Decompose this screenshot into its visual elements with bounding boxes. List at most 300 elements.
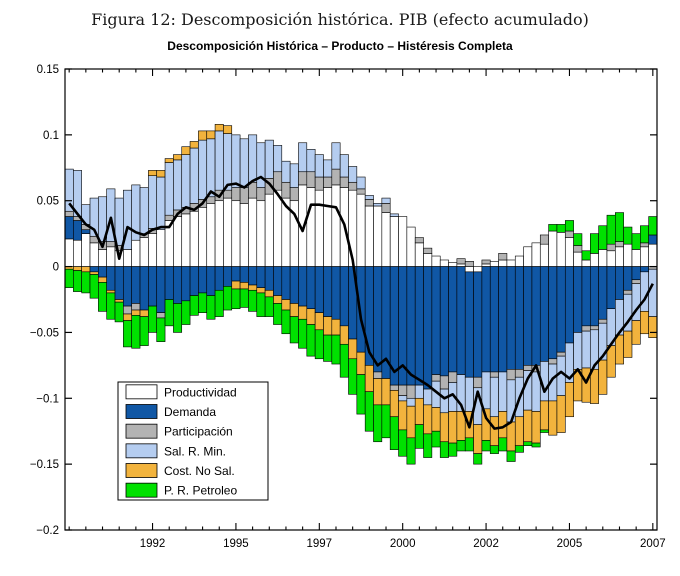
bar-segment-p-r-petroleo [232, 289, 240, 309]
bar-segment-productividad [257, 201, 265, 267]
bar-segment-demanda [599, 267, 607, 320]
bar-segment-cost-no-sal [273, 296, 281, 304]
bar-segment-sal-r-min [390, 214, 398, 217]
bar-segment-p-r-petroleo [223, 286, 231, 310]
bar-segment-p-r-petroleo [165, 300, 173, 326]
bar-segment-demanda [223, 267, 231, 287]
bar-segment-productividad [248, 198, 256, 266]
bar-segment-sal-r-min [499, 372, 507, 412]
bar-segment-demanda [198, 267, 206, 293]
bar-segment-productividad [65, 239, 73, 267]
bar-segment-productividad [374, 206, 382, 267]
x-tick-label: 1997 [306, 538, 333, 550]
bar-segment-sal-r-min [207, 139, 215, 197]
bar-segment-demanda [615, 267, 623, 300]
bar-segment-sal-r-min [165, 163, 173, 216]
bar-segment-sal-r-min [148, 176, 156, 229]
bar-segment-demanda [248, 267, 256, 285]
bar-segment-productividad [265, 194, 273, 266]
bar-segment-cost-no-sal [649, 317, 657, 338]
y-tick-label: −0.2 [36, 525, 59, 537]
bar-segment-p-r-petroleo [399, 430, 407, 456]
bar-segment-demanda [499, 267, 507, 372]
y-tick-label: −0.1 [36, 393, 59, 406]
bar-segment-cost-no-sal [532, 411, 540, 443]
bar-segment-demanda [107, 267, 115, 291]
bar-segment-participaci-n [632, 280, 640, 284]
bar-segment-p-r-petroleo [173, 303, 181, 332]
bar-segment-participaci-n [565, 231, 573, 238]
bar-segment-cost-no-sal [640, 311, 648, 333]
bar-segment-participaci-n [449, 372, 457, 383]
bar-segment-p-r-petroleo [90, 274, 98, 298]
bar-segment-p-r-petroleo [615, 213, 623, 242]
bar-segment-cost-no-sal [382, 379, 390, 405]
bar-segment-p-r-petroleo [590, 234, 598, 254]
bar-segment-p-r-petroleo [65, 269, 73, 287]
bar-segment-productividad [632, 249, 640, 266]
bar-segment-p-r-petroleo [407, 438, 415, 464]
bar-segment-cost-no-sal [424, 405, 432, 434]
bar-segment-cost-no-sal [223, 126, 231, 134]
bar-segment-p-r-petroleo [282, 310, 290, 334]
bar-segment-productividad [123, 249, 131, 266]
bar-segment-productividad [432, 256, 440, 267]
bar-segment-p-r-petroleo [632, 234, 640, 250]
bar-segment-cost-no-sal [415, 398, 423, 424]
bar-segment-productividad [624, 244, 632, 266]
bar-segment-sal-r-min [382, 198, 390, 203]
bar-segment-demanda [273, 267, 281, 296]
bar-segment-productividad [649, 244, 657, 266]
bar-segment-productividad [273, 190, 281, 266]
bar-segment-cost-no-sal [365, 365, 373, 391]
bar-segment-demanda [332, 267, 340, 320]
bar-segment-productividad [607, 251, 615, 267]
bar-segment-productividad [98, 249, 106, 266]
bar-segment-demanda [357, 267, 365, 353]
bar-segment-cost-no-sal [98, 277, 106, 282]
bar-segment-p-r-petroleo [215, 290, 223, 316]
legend-label-3: Participación [164, 424, 233, 439]
bar-segment-participaci-n [282, 182, 290, 198]
bar-segment-p-r-petroleo [207, 296, 215, 320]
bar-segment-sal-r-min [298, 143, 306, 172]
bar-segment-productividad [307, 188, 315, 267]
bar-segment-sal-r-min [440, 389, 448, 413]
x-tick-label: 2007 [640, 538, 666, 550]
bar-segment-participaci-n [574, 245, 582, 252]
bar-segment-cost-no-sal [190, 141, 198, 148]
bar-segment-demanda [215, 267, 223, 291]
bar-segment-participaci-n [424, 248, 432, 253]
bar-segment-participaci-n [607, 244, 615, 251]
bar-segment-p-r-petroleo [499, 438, 507, 451]
bar-segment-participaci-n [399, 385, 407, 396]
bar-segment-participaci-n [65, 211, 73, 216]
bar-segment-participaci-n [415, 238, 423, 243]
bar-segment-p-r-petroleo [515, 446, 523, 453]
bar-segment-cost-no-sal [482, 409, 490, 441]
bar-segment-p-r-petroleo [374, 405, 382, 442]
bar-segment-demanda [590, 267, 598, 326]
bar-segment-participaci-n [332, 169, 340, 185]
x-tick-label: 1995 [223, 538, 249, 550]
bar-segment-productividad [357, 194, 365, 266]
bar-segment-p-r-petroleo [73, 271, 81, 292]
bar-segment-productividad [449, 263, 457, 267]
bar-segment-demanda [524, 267, 532, 366]
bar-segment-productividad [474, 267, 482, 272]
bar-segment-cost-no-sal [507, 422, 515, 451]
bar-segment-productividad [615, 247, 623, 267]
bar-segment-demanda [148, 267, 156, 307]
bar-segment-demanda [182, 267, 190, 301]
bar-segment-p-r-petroleo [115, 302, 123, 322]
bar-segment-demanda [465, 272, 473, 377]
bar-segment-cost-no-sal [107, 290, 115, 293]
bar-segment-sal-r-min [232, 135, 240, 188]
bar-segment-demanda [565, 267, 573, 343]
bar-segment-p-r-petroleo [574, 234, 582, 246]
bar-segment-productividad [499, 260, 507, 267]
bar-segment-participaci-n [382, 203, 390, 212]
bar-segment-cost-no-sal [215, 124, 223, 131]
bar-segment-participaci-n [524, 365, 532, 370]
bar-segment-participaci-n [432, 375, 440, 382]
bar-segment-p-r-petroleo [98, 282, 106, 311]
bar-segment-cost-no-sal [290, 303, 298, 316]
bar-segment-demanda [540, 267, 548, 362]
bar-segment-sal-r-min [374, 203, 382, 206]
bar-segment-cost-no-sal [115, 300, 123, 303]
bar-segment-productividad [424, 253, 432, 266]
bar-segment-sal-r-min [323, 160, 331, 177]
bar-segment-participaci-n [582, 326, 590, 331]
bar-segment-productividad [440, 260, 448, 267]
bar-segment-participaci-n [290, 188, 298, 201]
bar-segment-p-r-petroleo [240, 289, 248, 307]
y-tick-label: −0.05 [29, 327, 59, 340]
bar-segment-sal-r-min [307, 149, 315, 171]
x-tick-label: 2002 [473, 538, 499, 550]
bar-segment-productividad [315, 190, 323, 266]
bar-segment-sal-r-min [574, 332, 582, 369]
bar-segment-demanda [582, 267, 590, 326]
y-tick-label: 0.05 [36, 195, 59, 208]
bar-segment-sal-r-min [490, 377, 498, 417]
bar-segment-participaci-n [549, 359, 557, 364]
bar-segment-p-r-petroleo [290, 317, 298, 343]
bar-segment-cost-no-sal [282, 300, 290, 311]
bar-segment-demanda [165, 267, 173, 300]
bar-segment-sal-r-min [240, 139, 248, 188]
bar-segment-participaci-n [123, 306, 131, 314]
bar-segment-cost-no-sal [399, 401, 407, 430]
bar-segment-participaci-n [499, 253, 507, 260]
bar-segment-demanda [265, 267, 273, 291]
bar-segment-p-r-petroleo [107, 293, 115, 319]
bar-segment-participaci-n [482, 260, 490, 264]
bar-segment-p-r-petroleo [140, 317, 148, 346]
bar-segment-participaci-n [465, 261, 473, 266]
bar-segment-cost-no-sal [624, 331, 632, 357]
bar-segment-cost-no-sal [198, 131, 206, 140]
bar-segment-demanda [315, 267, 323, 313]
bar-segment-cost-no-sal [549, 401, 557, 435]
bar-segment-productividad [182, 214, 190, 267]
bar-segment-p-r-petroleo [123, 321, 131, 347]
bar-segment-p-r-petroleo [332, 335, 340, 364]
bar-segment-p-r-petroleo [557, 224, 565, 232]
bar-segment-cost-no-sal [340, 326, 348, 344]
bar-segment-participaci-n [240, 188, 248, 204]
bar-segment-demanda [424, 267, 432, 389]
bar-segment-demanda [82, 230, 90, 234]
bar-segment-cost-no-sal [407, 406, 415, 438]
bar-segment-p-r-petroleo [582, 251, 590, 260]
bar-segment-productividad [557, 232, 565, 266]
bar-segment-p-r-petroleo [132, 315, 140, 348]
bar-segment-cost-no-sal [132, 310, 140, 315]
bar-segment-demanda [157, 267, 165, 313]
bar-segment-productividad [198, 207, 206, 266]
y-tick-label: 0 [52, 261, 59, 274]
bar-segment-demanda [90, 267, 98, 272]
bar-segment-participaci-n [315, 177, 323, 190]
bar-segment-participaci-n [232, 188, 240, 201]
bar-segment-demanda [415, 267, 423, 386]
bar-segment-cost-no-sal [240, 282, 248, 289]
bar-segment-cost-no-sal [148, 170, 156, 175]
bar-segment-productividad [457, 264, 465, 267]
bar-segment-productividad [232, 201, 240, 267]
bar-segment-sal-r-min [198, 140, 206, 199]
bar-segment-participaci-n [590, 326, 598, 330]
bar-segment-cost-no-sal [140, 310, 148, 317]
bar-segment-sal-r-min [140, 188, 148, 234]
bar-segment-demanda [323, 267, 331, 317]
bar-segment-p-r-petroleo [248, 290, 256, 311]
bar-segment-cost-no-sal [73, 267, 81, 271]
bar-segment-p-r-petroleo [390, 417, 398, 450]
legend-swatch-3 [126, 424, 157, 438]
bar-segment-participaci-n [365, 199, 373, 206]
bar-segment-demanda [173, 267, 181, 304]
bar-segment-productividad [173, 217, 181, 267]
bar-segment-cost-no-sal [323, 317, 331, 335]
bar-segment-productividad [132, 240, 140, 266]
bar-segment-demanda [607, 267, 615, 309]
bar-segment-demanda [407, 267, 415, 386]
bar-segment-p-r-petroleo [157, 318, 165, 342]
bar-segment-cost-no-sal [374, 379, 382, 405]
bar-segment-sal-r-min [348, 166, 356, 182]
bar-segment-sal-r-min [248, 135, 256, 182]
bar-segment-p-r-petroleo [474, 454, 482, 465]
bar-segment-cost-no-sal [248, 285, 256, 290]
bar-segment-cost-no-sal [557, 396, 565, 433]
bar-segment-p-r-petroleo [82, 272, 90, 293]
bar-segment-p-r-petroleo [490, 446, 498, 454]
bar-segment-participaci-n [132, 303, 140, 310]
bar-segment-cost-no-sal [182, 147, 190, 155]
bar-segment-participaci-n [165, 215, 173, 220]
bar-segment-sal-r-min [273, 145, 281, 171]
bar-segment-cost-no-sal [599, 360, 607, 394]
bar-segment-productividad [390, 217, 398, 267]
bar-segment-sal-r-min [332, 143, 340, 169]
bar-segment-participaci-n [640, 243, 648, 247]
bar-segment-p-r-petroleo [340, 344, 348, 377]
bar-segment-cost-no-sal [123, 314, 131, 321]
bar-segment-participaci-n [348, 182, 356, 190]
bar-segment-cost-no-sal [449, 411, 457, 443]
bar-segment-demanda [298, 267, 306, 307]
bar-segment-cost-no-sal [490, 417, 498, 446]
bar-segment-demanda [115, 267, 123, 300]
bar-segment-p-r-petroleo [549, 224, 557, 231]
bar-segment-cost-no-sal [432, 408, 440, 432]
legend-box [118, 382, 268, 500]
bar-segment-sal-r-min [157, 177, 165, 230]
bar-segment-sal-r-min [340, 155, 348, 177]
bar-segment-productividad [215, 201, 223, 267]
bar-segment-productividad [407, 227, 415, 267]
bar-segment-p-r-petroleo [640, 226, 648, 243]
bar-segment-cost-no-sal [173, 155, 181, 160]
bar-segment-productividad [590, 253, 598, 266]
bar-segment-participaci-n [457, 259, 465, 264]
bar-segment-participaci-n [507, 369, 515, 380]
bar-segment-productividad [332, 185, 340, 267]
bar-segment-participaci-n [515, 369, 523, 377]
bar-segment-participaci-n [390, 385, 398, 390]
bar-segment-demanda [232, 267, 240, 281]
bar-segment-p-r-petroleo [348, 359, 356, 395]
bar-segment-p-r-petroleo [257, 293, 265, 317]
bar-segment-p-r-petroleo [624, 227, 632, 244]
bar-segment-sal-r-min [424, 389, 432, 405]
bar-segment-productividad [640, 247, 648, 267]
bar-segment-productividad [157, 230, 165, 267]
bar-segment-productividad [565, 238, 573, 267]
x-tick-label: 2000 [389, 538, 416, 550]
bar-segment-productividad [524, 247, 532, 267]
bar-segment-productividad [599, 249, 607, 266]
bar-segment-demanda [73, 220, 81, 240]
bar-segment-p-r-petroleo [273, 303, 281, 324]
bar-segment-sal-r-min [215, 131, 223, 190]
bar-segment-participaci-n [157, 313, 165, 318]
bar-segment-p-r-petroleo [265, 297, 273, 317]
bar-segment-demanda [432, 267, 440, 375]
bar-segment-productividad [223, 198, 231, 266]
bar-segment-p-r-petroleo [449, 443, 457, 456]
bar-segment-productividad [190, 211, 198, 266]
bar-segment-cost-no-sal [207, 131, 215, 139]
bar-segment-cost-no-sal [332, 319, 340, 335]
bar-segment-productividad [140, 238, 148, 267]
legend-swatch-1 [126, 385, 157, 399]
bar-segment-cost-no-sal [615, 335, 623, 364]
bar-segment-sal-r-min [365, 195, 373, 199]
bar-segment-demanda [98, 267, 106, 278]
bar-segment-productividad [82, 234, 90, 267]
bar-segment-p-r-petroleo [599, 226, 607, 250]
bar-segment-demanda [574, 267, 582, 333]
bar-segment-productividad [399, 217, 407, 267]
bar-segment-cost-no-sal [357, 352, 365, 374]
bar-segment-demanda [132, 267, 140, 304]
bar-segment-cost-no-sal [90, 272, 98, 275]
bar-segment-demanda [507, 267, 515, 370]
bar-segment-p-r-petroleo [649, 217, 657, 235]
bar-segment-participaci-n [540, 235, 548, 244]
bar-segment-p-r-petroleo [432, 431, 440, 447]
bar-segment-participaci-n [107, 242, 115, 247]
bar-segment-p-r-petroleo [323, 335, 331, 361]
bar-segment-p-r-petroleo [540, 430, 548, 433]
bar-segment-p-r-petroleo [315, 330, 323, 359]
bar-segment-p-r-petroleo [365, 392, 373, 432]
bar-segment-productividad [148, 234, 156, 267]
bar-segment-demanda [474, 272, 482, 377]
bar-segment-cost-no-sal [348, 339, 356, 359]
bar-segment-participaci-n [374, 372, 382, 379]
bar-segment-p-r-petroleo [607, 215, 615, 244]
bar-segment-p-r-petroleo [440, 442, 448, 458]
bar-segment-sal-r-min [482, 372, 490, 409]
bar-segment-demanda [123, 267, 131, 307]
x-tick-label: 2005 [556, 538, 583, 550]
figure-caption: Figura 12: Descomposición histórica. PIB (efecto acumulado) [91, 10, 589, 29]
bar-segment-participaci-n [474, 377, 482, 388]
bar-segment-productividad [515, 256, 523, 267]
bar-segment-demanda [240, 267, 248, 283]
bar-segment-cost-no-sal [582, 368, 590, 402]
bar-segment-demanda [257, 267, 265, 288]
bar-segment-demanda [649, 235, 657, 244]
bar-segment-cost-no-sal [298, 306, 306, 319]
bar-segment-sal-r-min [173, 160, 181, 210]
bar-segment-cost-no-sal [157, 170, 165, 177]
y-tick-label: 0.15 [36, 64, 59, 76]
bar-segment-cost-no-sal [565, 382, 573, 416]
bar-segment-participaci-n [624, 290, 632, 294]
bar-segment-p-r-petroleo [190, 296, 198, 316]
bar-segment-cost-no-sal [82, 267, 90, 272]
bar-segment-cost-no-sal [515, 417, 523, 446]
bar-segment-sal-r-min [582, 331, 590, 368]
bar-segment-productividad [582, 260, 590, 267]
bar-segment-demanda [207, 267, 215, 296]
bar-segment-productividad [482, 264, 490, 267]
bar-segment-productividad [107, 247, 115, 267]
bar-segment-cost-no-sal [632, 321, 640, 345]
bar-segment-demanda [624, 267, 632, 291]
bar-segment-cost-no-sal [390, 390, 398, 416]
bar-segment-p-r-petroleo [524, 442, 532, 446]
bar-segment-sal-r-min [282, 161, 290, 182]
legend-swatch-2 [126, 405, 157, 419]
bar-segment-demanda [632, 267, 640, 280]
bar-segment-p-r-petroleo [148, 306, 156, 332]
bar-segment-p-r-petroleo [482, 440, 490, 451]
bar-segment-demanda [440, 267, 448, 376]
bar-segment-productividad [207, 203, 215, 266]
bar-segment-productividad [532, 243, 540, 267]
